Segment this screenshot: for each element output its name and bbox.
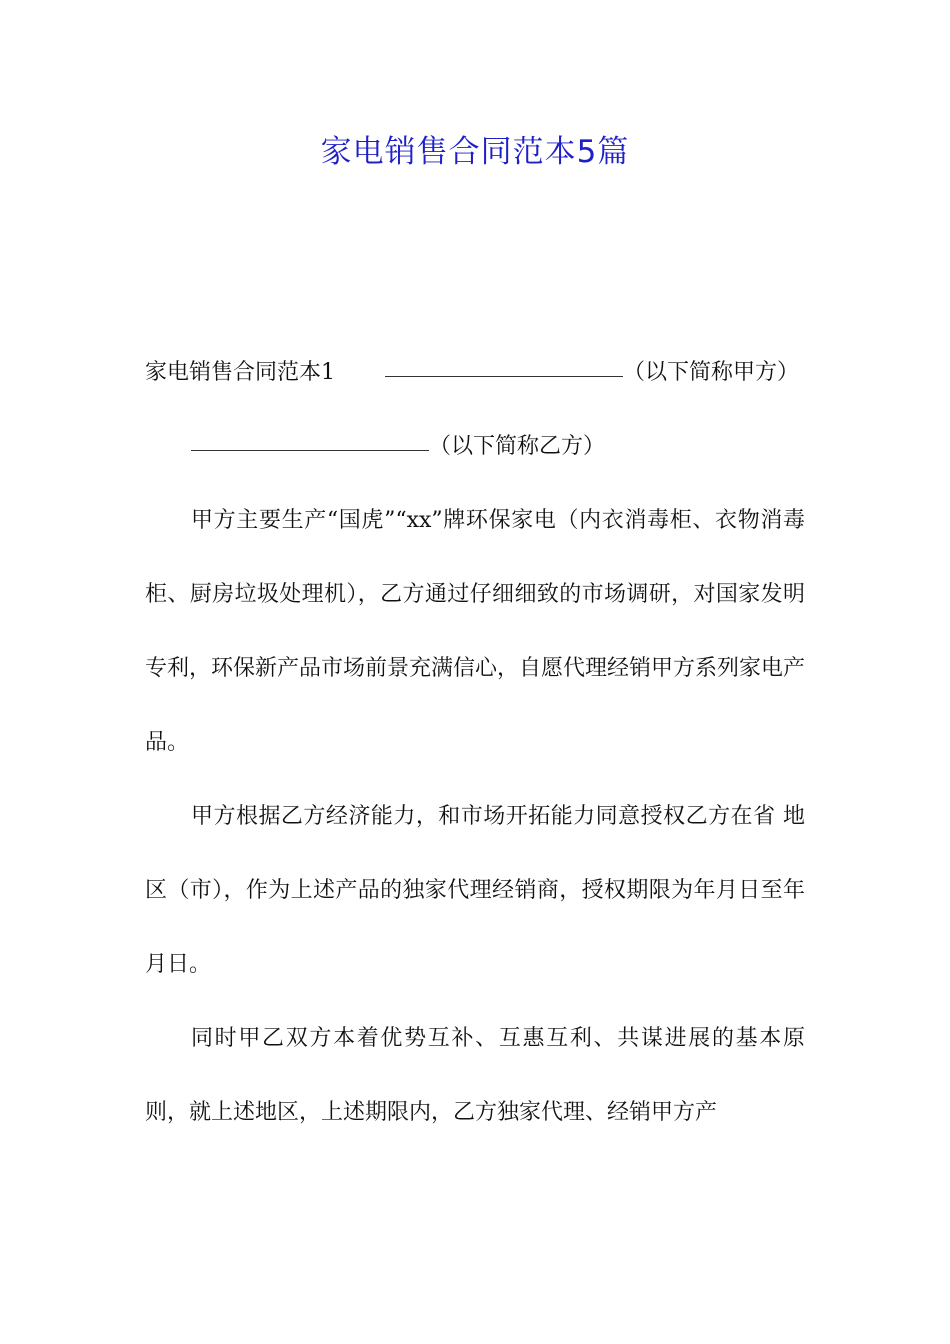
paragraph-authorization: 甲方根据乙方经济能力，和市场开拓能力同意授权乙方在省 地区（市），作为上述产品的独家代理经销商，授权期限为年月日至年月日。 (145, 804, 805, 977)
paragraph-product-intro: 甲方主要生产“国虎”“xx”牌环保家电（内衣消毒柜、衣物消毒柜、厨房垃圾处理机），乙方通过仔细细致的市场调研，对国家发明专利，环保新产品市场前景充满信心，自愿代理经销甲方系列家电产品。 (145, 508, 806, 755)
document-title: 家电销售合同范本5篇 (320, 134, 630, 170)
document-body (145, 336, 805, 1150)
party-a-line (145, 336, 805, 410)
party-b-line (145, 410, 805, 484)
party-b-suffix: （以下简称乙方） (429, 434, 606, 459)
party-b-blank (191, 420, 429, 451)
contract-heading: 家电销售合同范本1 (145, 360, 335, 385)
paragraph-principles: 同时甲乙双方本着优势互补、互惠互利、共谋进展的基本原则，就上述地区，上述期限内，乙方独家代理、经销甲方产 (145, 1026, 805, 1125)
party-a-blank (385, 346, 623, 377)
party-a-suffix: （以下简称甲方） (623, 360, 800, 385)
